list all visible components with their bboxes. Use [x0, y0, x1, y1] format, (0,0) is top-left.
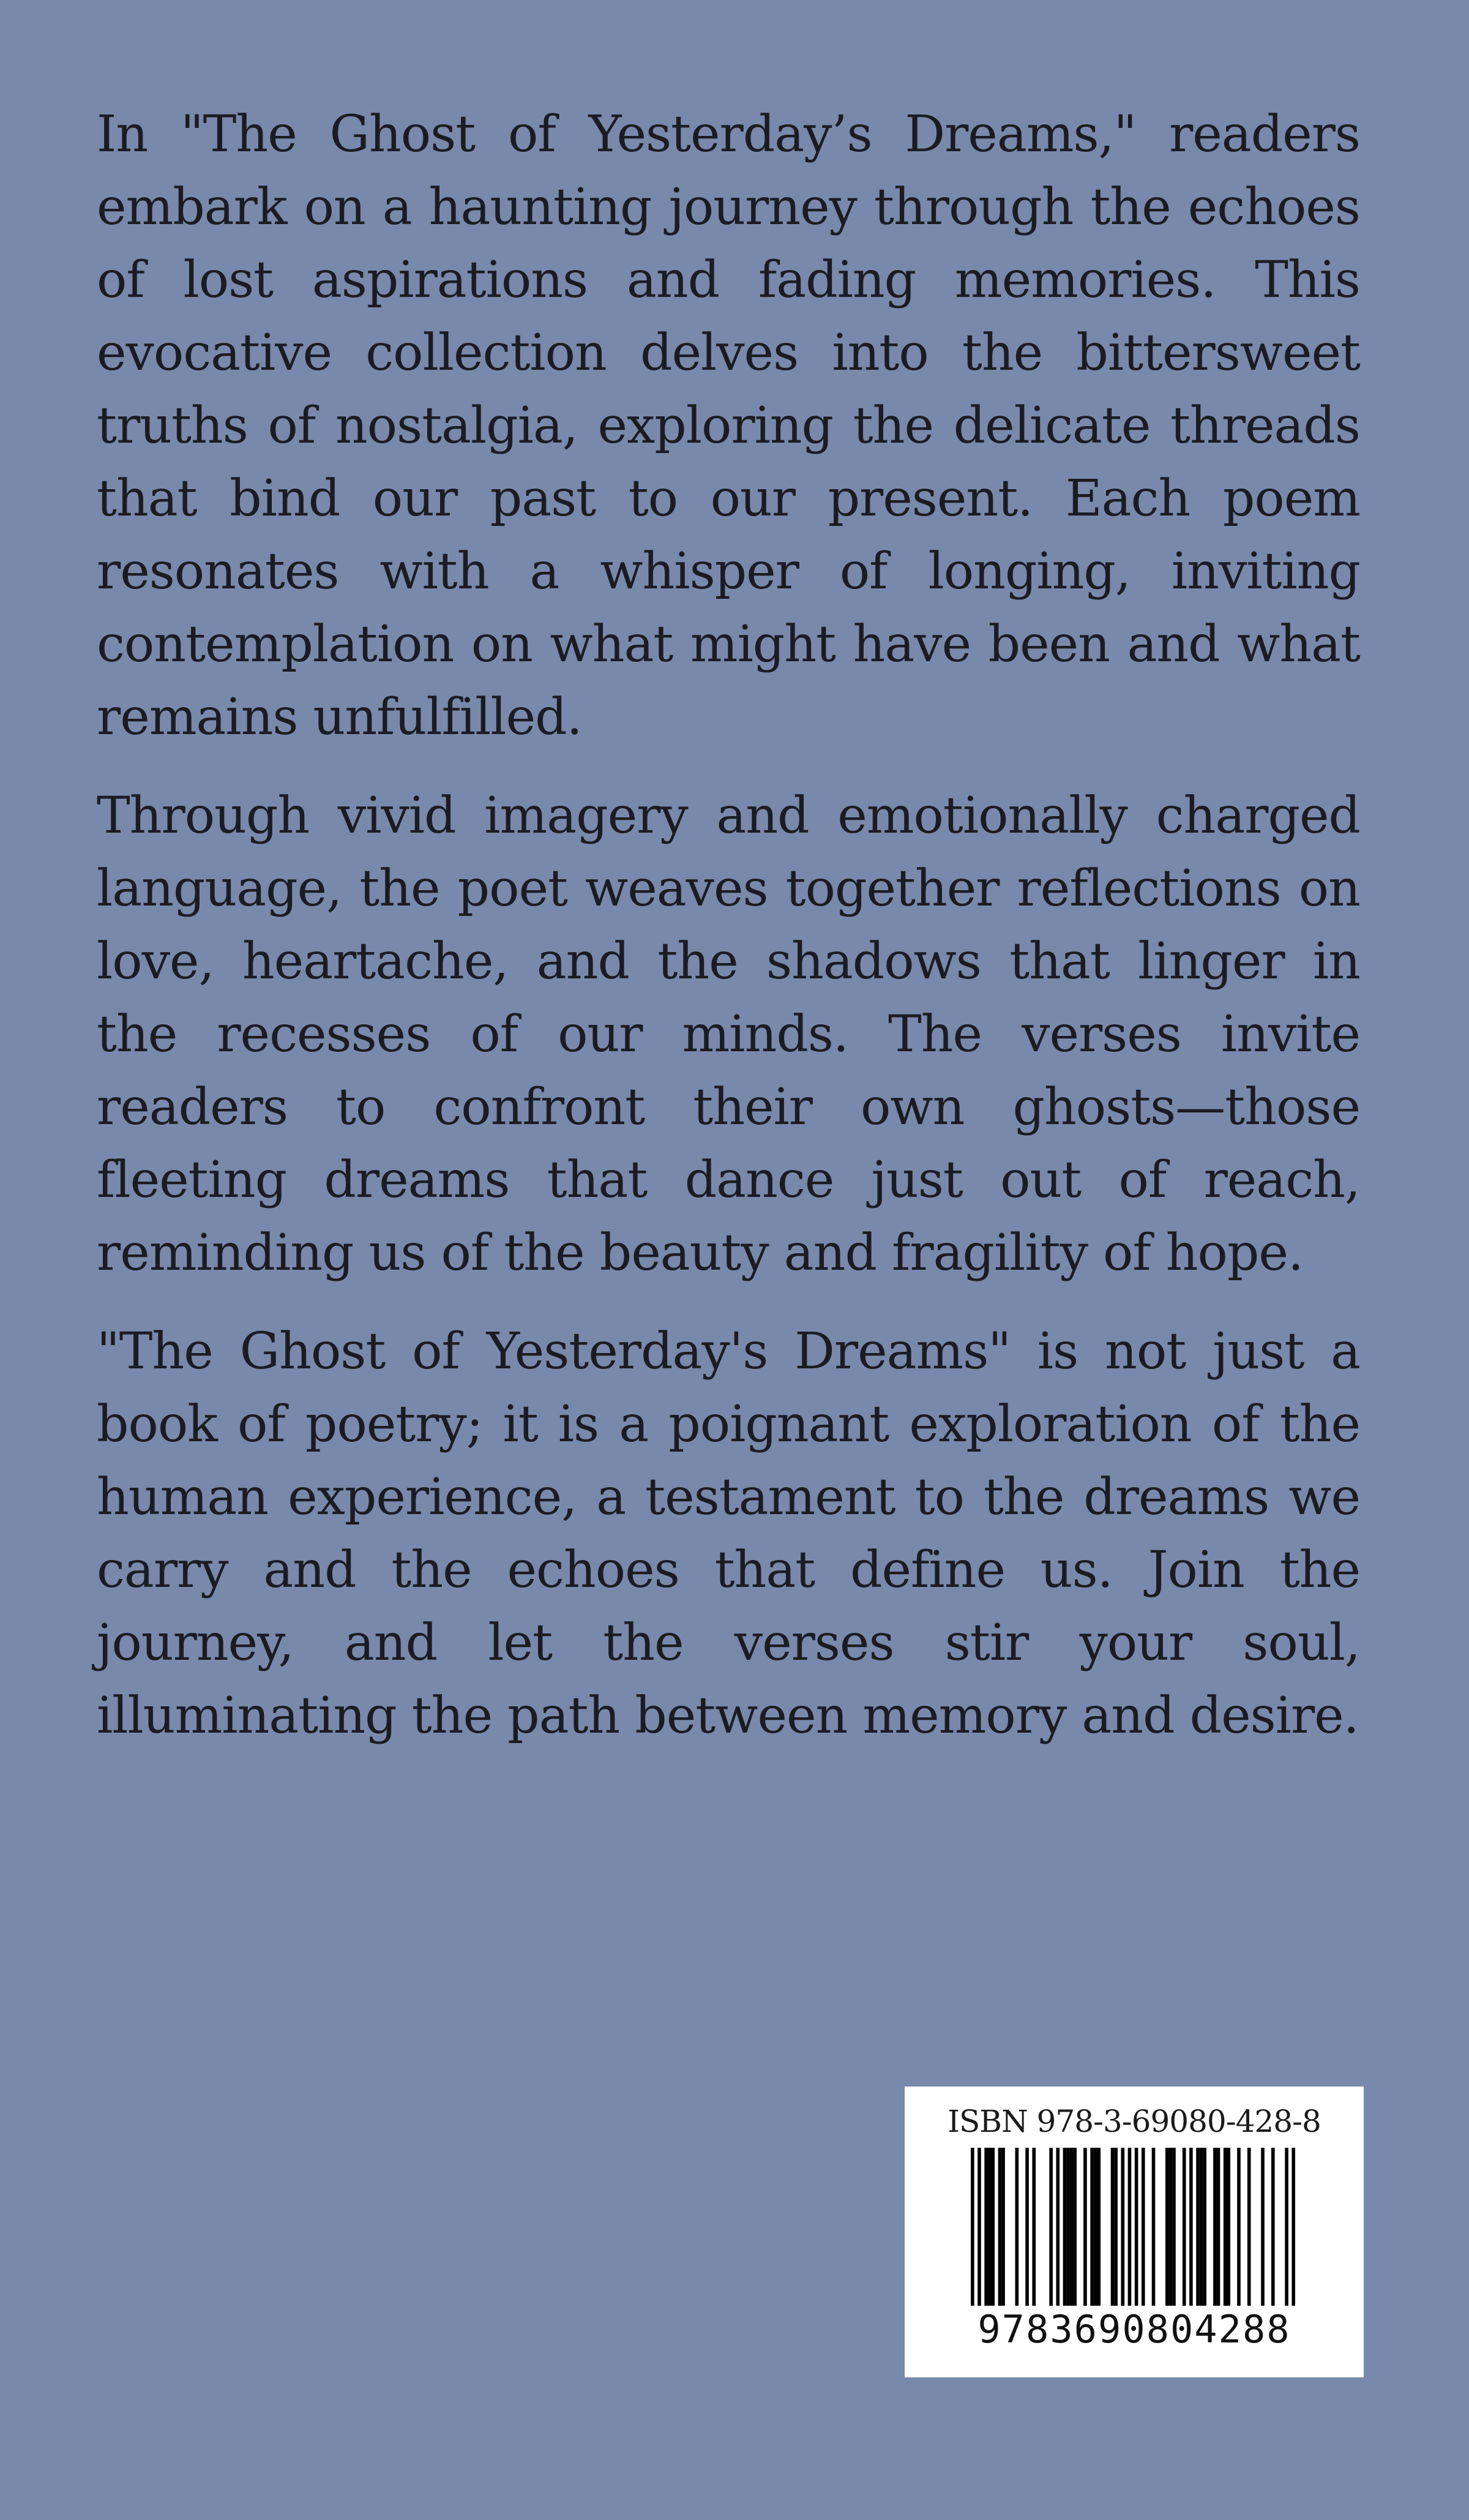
barcode-bar — [1291, 2148, 1295, 2306]
barcode-bar — [1056, 2148, 1060, 2306]
barcode-bar — [1063, 2148, 1067, 2306]
barcode-bar — [1285, 2148, 1288, 2306]
barcode-graphic — [971, 2148, 1295, 2306]
barcode-bar — [1247, 2148, 1251, 2306]
barcode-bar — [1142, 2148, 1145, 2306]
barcode-bar — [1183, 2148, 1186, 2306]
barcode-bar — [1213, 2148, 1217, 2306]
barcode-bar — [1261, 2148, 1265, 2306]
barcode-bar — [1172, 2148, 1176, 2306]
barcode-bar — [1015, 2148, 1019, 2306]
barcode-bar — [1128, 2148, 1132, 2306]
barcode-bar — [1025, 2148, 1029, 2306]
barcode-bar — [1032, 2148, 1036, 2306]
barcode-bar — [1152, 2148, 1156, 2306]
barcode-bar — [1097, 2148, 1101, 2306]
barcode-bar — [1189, 2148, 1193, 2306]
barcode-bar — [1066, 2148, 1070, 2306]
barcode-bar — [1049, 2148, 1053, 2306]
blurb — [97, 98, 1360, 1778]
isbn-label: ISBN 978-3-69080-428-8 — [948, 2104, 1321, 2139]
barcode-bar — [1001, 2148, 1005, 2306]
barcode-bar — [1165, 2148, 1169, 2306]
barcode-bar — [971, 2148, 974, 2306]
barcode-bar — [988, 2148, 992, 2306]
barcode-bar — [1169, 2148, 1173, 2306]
barcode-bar — [1135, 2148, 1138, 2306]
barcode-bar — [1217, 2148, 1220, 2306]
barcode-bar — [1111, 2148, 1115, 2306]
barcode-bar — [1121, 2148, 1124, 2306]
barcode-bar — [984, 2148, 988, 2306]
barcode-bar — [1114, 2148, 1118, 2306]
barcode-digits: 9783690804288 — [977, 2307, 1291, 2352]
barcode-bar — [977, 2148, 981, 2306]
barcode-bar — [1073, 2148, 1077, 2306]
barcode-bar — [1083, 2148, 1087, 2306]
barcode-bar — [1196, 2148, 1200, 2306]
barcode-bar — [1271, 2148, 1275, 2306]
barcode-bar — [1203, 2148, 1206, 2306]
barcode-bar — [1070, 2148, 1074, 2306]
barcode-bar — [1090, 2148, 1094, 2306]
isbn-barcode-box — [905, 2087, 1364, 2377]
barcode-bar — [998, 2148, 1002, 2306]
barcode-bar — [1237, 2148, 1241, 2306]
barcode-bar — [1224, 2148, 1227, 2306]
barcode-bar — [1200, 2148, 1203, 2306]
blurb-paragraph-3: "The Ghost of Yesterday's Dreams" is not just a book of poetry; it is a poignant exploration of the human experience, a testament to the dreams we carry and the echoes that define us. Join the journey, and let the verses stir your soul, illuminating the path between memory and desire. — [97, 1322, 1360, 1745]
blurb-paragraph-2: Through vivid imagery and emotionally charged language, the poet weaves together reflections on love, heartache, and the shadows that linger in the recesses of our minds. The verses invite readers to confront their own ghosts—those fleeting dreams that dance just out of reach, reminding us of the beauty and fragility of hope. — [97, 787, 1360, 1282]
barcode-bar — [991, 2148, 995, 2306]
barcode-bar — [1094, 2148, 1097, 2306]
blurb-paragraph-1: In "The Ghost of Yesterday’s Dreams," readers embark on a haunting journey through the echoes of lost aspirations and fading memories. This evocative collection delves into the bittersweet truths of nostalgia, exploring the delicate threads that bind our past to our present. Each poem resonates with a whisper of longing, inviting contemplation on what might have been and what remains unfulfilled. — [97, 105, 1360, 746]
barcode-bar — [1227, 2148, 1230, 2306]
